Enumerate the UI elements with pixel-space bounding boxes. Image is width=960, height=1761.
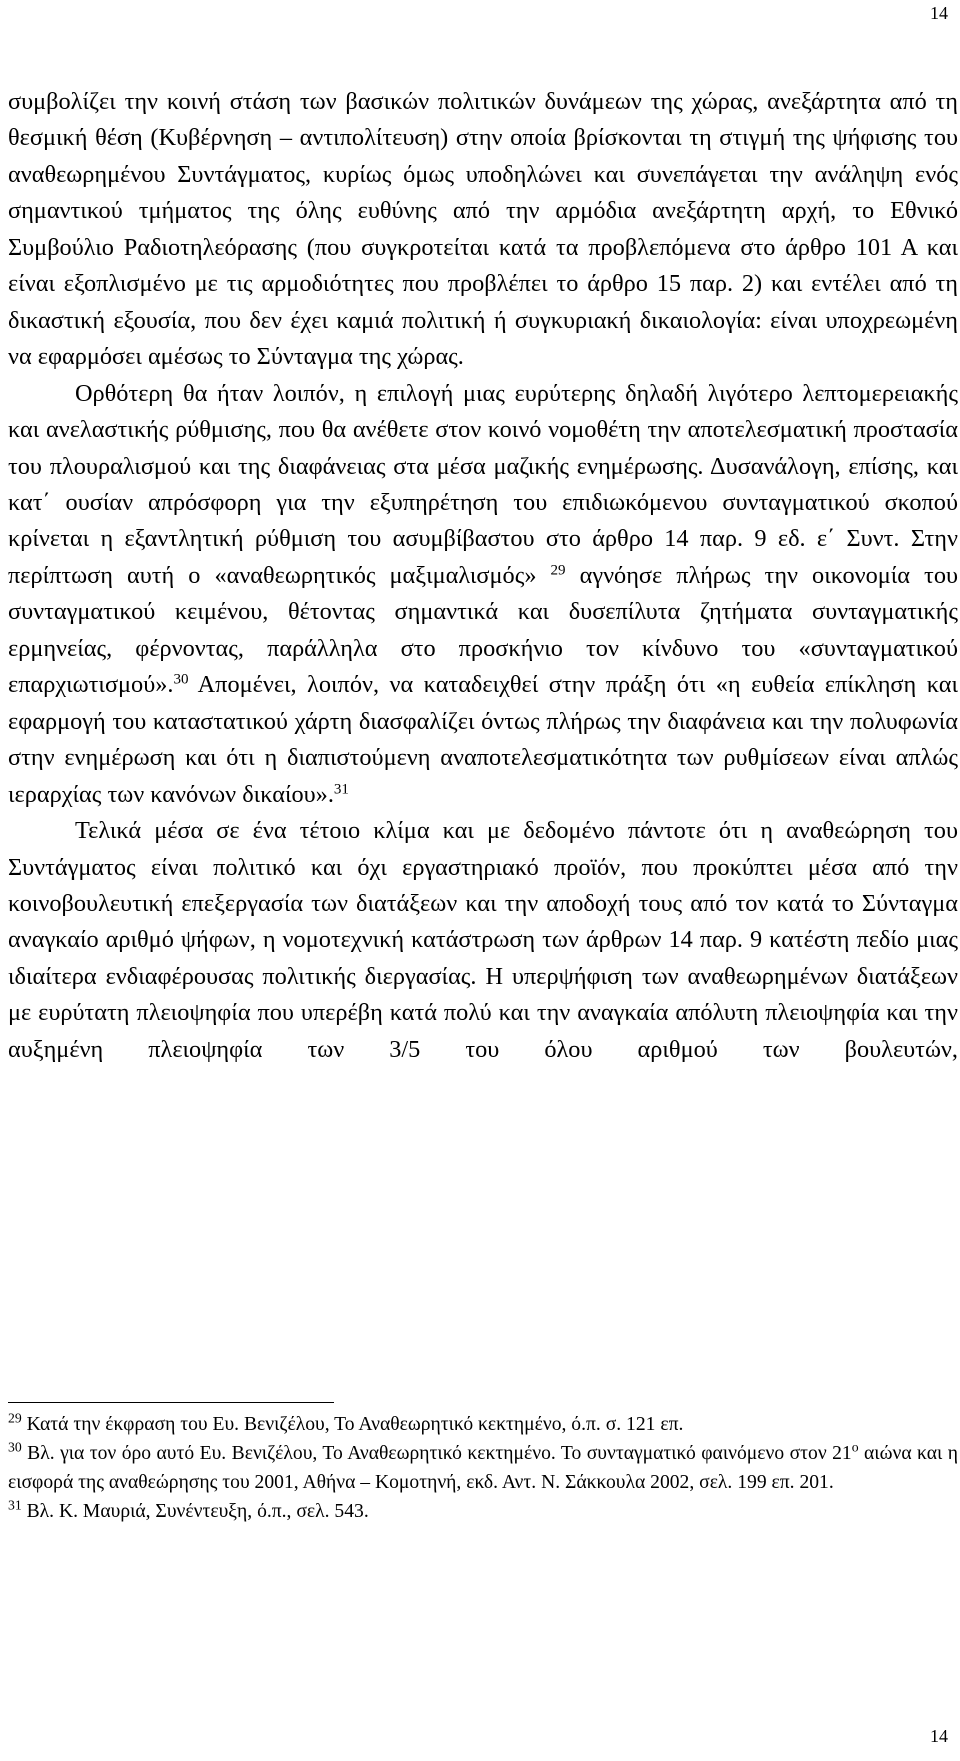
footnote-ref: 31 — [8, 1497, 22, 1513]
paragraph — [8, 813, 958, 1068]
footnote — [8, 1410, 958, 1439]
body-text — [8, 84, 958, 1068]
text-run: Κατά την έκφραση του Ευ. Βενιζέλου, Το Αναθεωρητικό κεκτημένο, ό.π. σ. 121 επ. — [21, 1414, 684, 1435]
text-run: Βλ. για τον όρο αυτό Ευ. Βενιζέλου, Το Αναθεωρητικό κεκτημένο. Το συνταγματικό φαινόμενο στον 21 — [21, 1443, 852, 1464]
text-run: Απομένει, λοιπόν, να καταδειχθεί στην πράξη ότι «η ευθεία επίκληση και εφαρμογή του καταστατικού χάρτη διασφαλίζει όντως πλήρως την διαφάνεια και την πολυφωνία στην ενημέρωση και ότι η διαπιστούμενη αναποτελεσματικότητα των ρυθμίσεων είναι απλώς ιεραρχίας των κανόνων δικαίου». — [8, 671, 958, 808]
text-run: Βλ. Κ. Μαυριά, Συνέντευξη, ό.π., σελ. 543. — [21, 1501, 369, 1522]
footnote — [8, 1439, 958, 1497]
paragraph — [8, 376, 958, 813]
footnote-ref: 29 — [550, 562, 566, 579]
paragraph — [8, 84, 958, 376]
text-run: αγνόησε πλήρως την οικονομία του συνταγματικού κειμένου, θέτοντας σημαντικά και δυσεπίλυτα ζητήματα συνταγματικής ερμηνείας, φέρνοντας, παράλληλα στο προσκήνιο τον κίνδυνο του «συνταγματικού επαρχιωτισμού». — [8, 561, 959, 699]
footnotes — [8, 1410, 958, 1526]
footnote-ref: 29 — [8, 1410, 22, 1426]
page-number-top: 14 — [930, 3, 948, 23]
footnote-ref: 31 — [333, 781, 349, 798]
text-run: Ορθότερη θα ήταν λοιπόν, η επιλογή μιας ευρύτερης δηλαδή λιγότερο λεπτομερειακής και ανελαστικής ρύθμισης, που θα ανέθετε στον κοινό νομοθέτη την αποτελεσματική προστασία του πλουραλισμού και της διαφάνειας στα μέσα μαζικής ενημέρωσης. Δυσανάλογη, επίσης, και κατ΄ ουσίαν απρόσφορη για την εξυπηρέτηση του επιδιωκόμενου συνταγματικού σκοπού κρίνεται η εξαντλητική ρύθμιση του ασυμβίβαστου στο άρθρο 14 παρ. 9 εδ. ε΄ Συντ. Στην περίπτωση αυτή ο «αναθεωρητικός μαξιμαλισμός» — [8, 379, 958, 589]
text-run: συμβολίζει την κοινή στάση των βασικών πολιτικών δυνάμεων της χώρας, ανεξάρτητα από τη θεσμική θέση (Κυβέρνηση – αντιπολίτευση) στην οποία βρίσκονται τη στιγμή της ψήφισης του αναθεωρημένου Συντάγματος, κυρίως όμως υποδηλώνει και συνεπάγεται την ανάληψη ενός σημαντικού τμήματος της όλης ευθύνης από την αρμόδια ανεξάρτητη αρχή, το Εθνικό Συμβούλιο Ραδιοτηλεόρασης (που συγκροτείται κατά τα προβλεπόμενα στο άρθρο 101 Α και είναι εξοπλισμένο με τις αρμοδιότητες που προβλέπει το άρθρο 15 παρ. 2) και εντέλει από τη δικαστική εξουσία, που δεν έχει καμιά πολιτική ή συγκυριακή δικαιολογία: είναι υποχρεωμένη να εφαρμόσει αμέσως το Σύνταγμα της χώρας. — [8, 88, 958, 371]
footnote-ref: ο — [851, 1439, 859, 1455]
footnote-ref: 30 — [8, 1439, 22, 1455]
footnote-separator — [8, 1402, 334, 1403]
text-run: Τελικά μέσα σε ένα τέτοιο κλίμα και με δεδομένο πάντοτε ότι η αναθεώρηση του Συντάγματος είναι πολιτικό και όχι εργαστηριακό προϊόν, που προκύπτει μέσα από την κοινοβουλευτική επεξεργασία των διατάξεων και την αποδοχή τους από τον κατά το Σύνταγμα αναγκαίο αριθμό ψήφων, η νομοτεχνική κατάστρωση των άρθρων 14 παρ. 9 κατέστη πεδίο μιας ιδιαίτερα ενδιαφέρουσας πολιτικής διεργασίας. Η υπερψήφιση των αναθεωρημένων διατάξεων με ευρύτατη πλειοψηφία που υπερέβη κατά πολύ και την αναγκαία απόλυτη πλειοψηφία και την αυξημένη πλειοψηφία των 3/5 του όλου αριθμού των βουλευτών, — [8, 817, 958, 1063]
text-run: αιώνα και η εισφορά της αναθεώρησης του 2001, Αθήνα – Κομοτηνή, εκδ. Αντ. Ν. Σάκκουλα 2002, σελ. 199 επ. 201. — [8, 1443, 958, 1493]
footnote — [8, 1497, 958, 1526]
page-number-bottom: 14 — [930, 1726, 948, 1746]
footnote-ref: 30 — [173, 671, 189, 688]
